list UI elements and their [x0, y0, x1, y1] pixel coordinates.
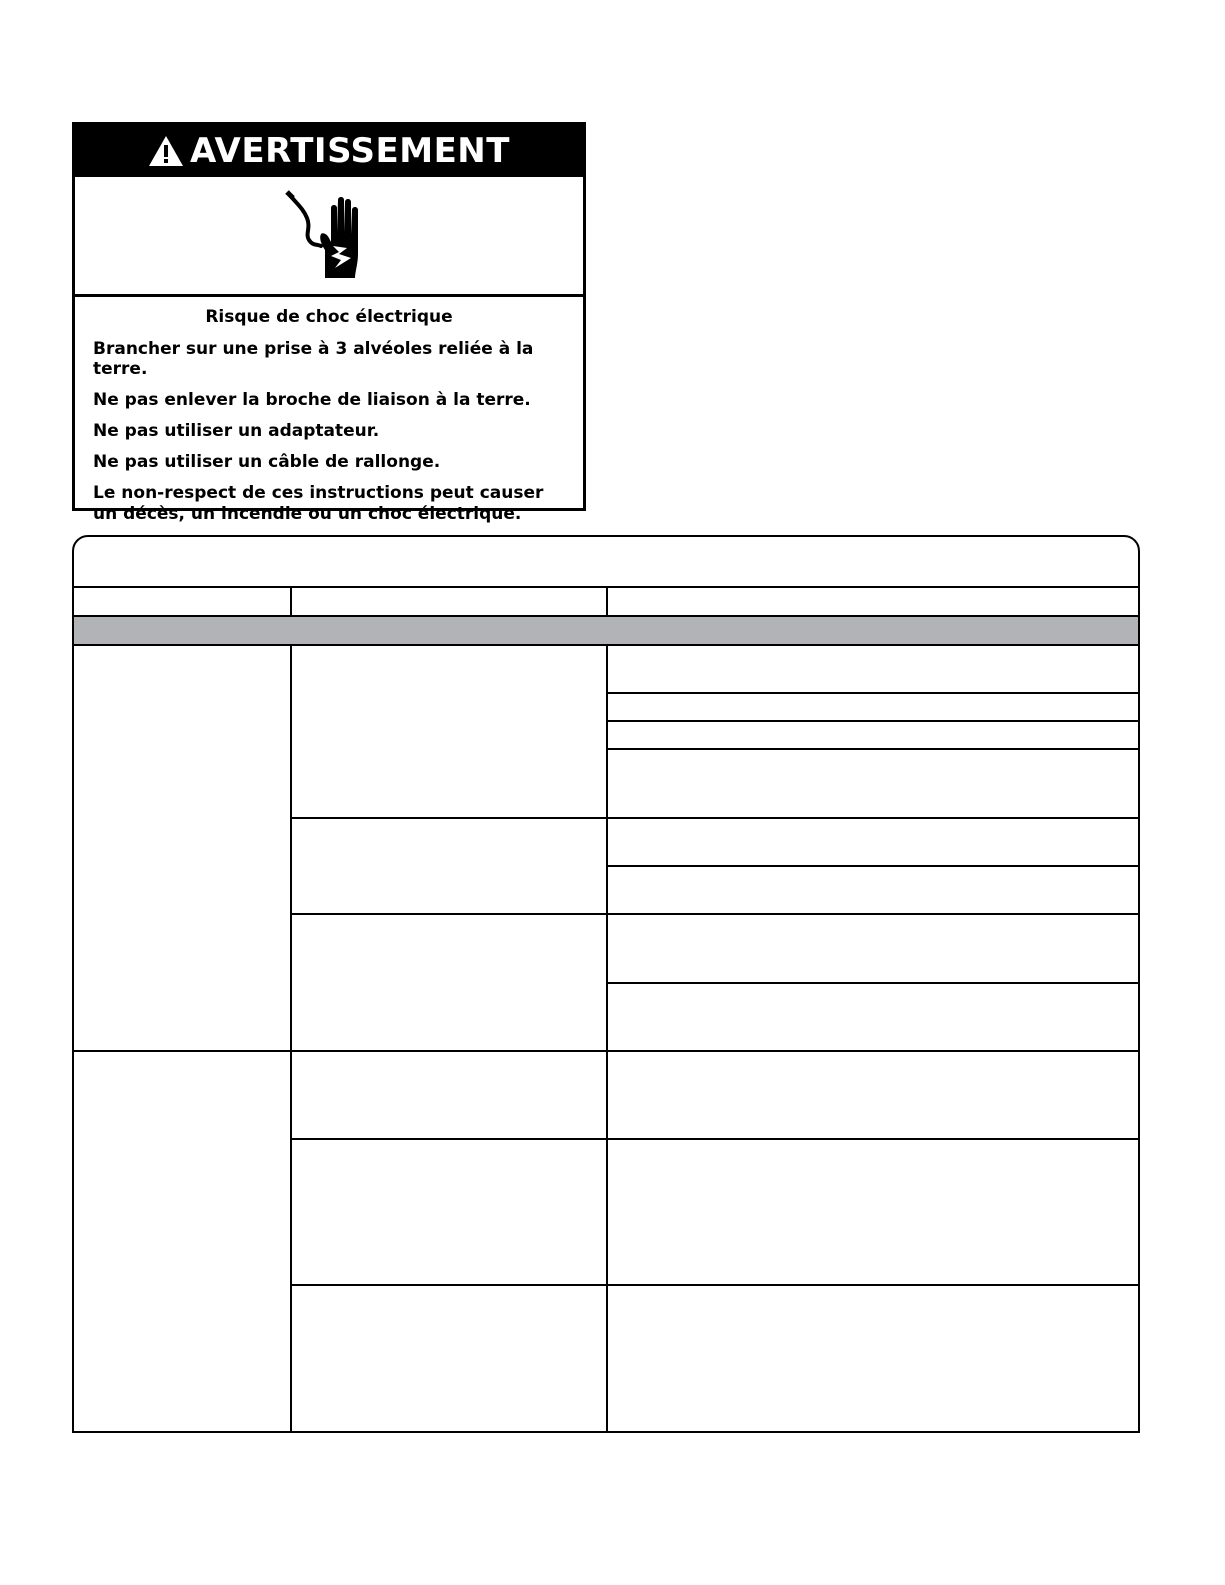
warning-subtitle: Risque de choc électrique — [205, 307, 453, 327]
warning-line: Brancher sur une prise à 3 alvéoles reliée à la terre. — [93, 339, 534, 379]
warning-line: Ne pas utiliser un adaptateur. — [93, 421, 380, 441]
table-row-rule — [606, 692, 1138, 694]
warning-label — [72, 122, 586, 524]
table-row-rule — [606, 865, 1138, 867]
warning-line: Ne pas enlever la broche de liaison à la terre. — [93, 390, 531, 410]
warning-title: AVERTISSEMENT — [190, 131, 510, 171]
table-row-rule — [290, 817, 1138, 819]
section-band — [74, 617, 1138, 644]
table-row-rule — [290, 1284, 1138, 1286]
column-divider — [606, 586, 608, 615]
warning-consequence: Le non-respect de ces instructions peut causer un décès, un incendie ou un choc électrique. — [93, 483, 544, 524]
warning-line: Ne pas utiliser un câble de rallonge. — [93, 452, 441, 472]
warning-triangle-icon — [148, 135, 184, 167]
column-divider — [606, 644, 608, 1433]
table-row-rule — [290, 913, 1138, 915]
table-row-rule — [606, 982, 1138, 984]
table-row-rule — [290, 1138, 1138, 1140]
table-row-rule — [606, 748, 1138, 750]
warning-header — [75, 125, 583, 177]
column-divider — [290, 644, 292, 1433]
table-row-rule — [74, 1050, 1138, 1052]
table-row-rule — [606, 720, 1138, 722]
troubleshooting-table — [72, 535, 1140, 1433]
column-divider — [290, 586, 292, 615]
electrical-shock-hand-icon — [283, 188, 375, 284]
